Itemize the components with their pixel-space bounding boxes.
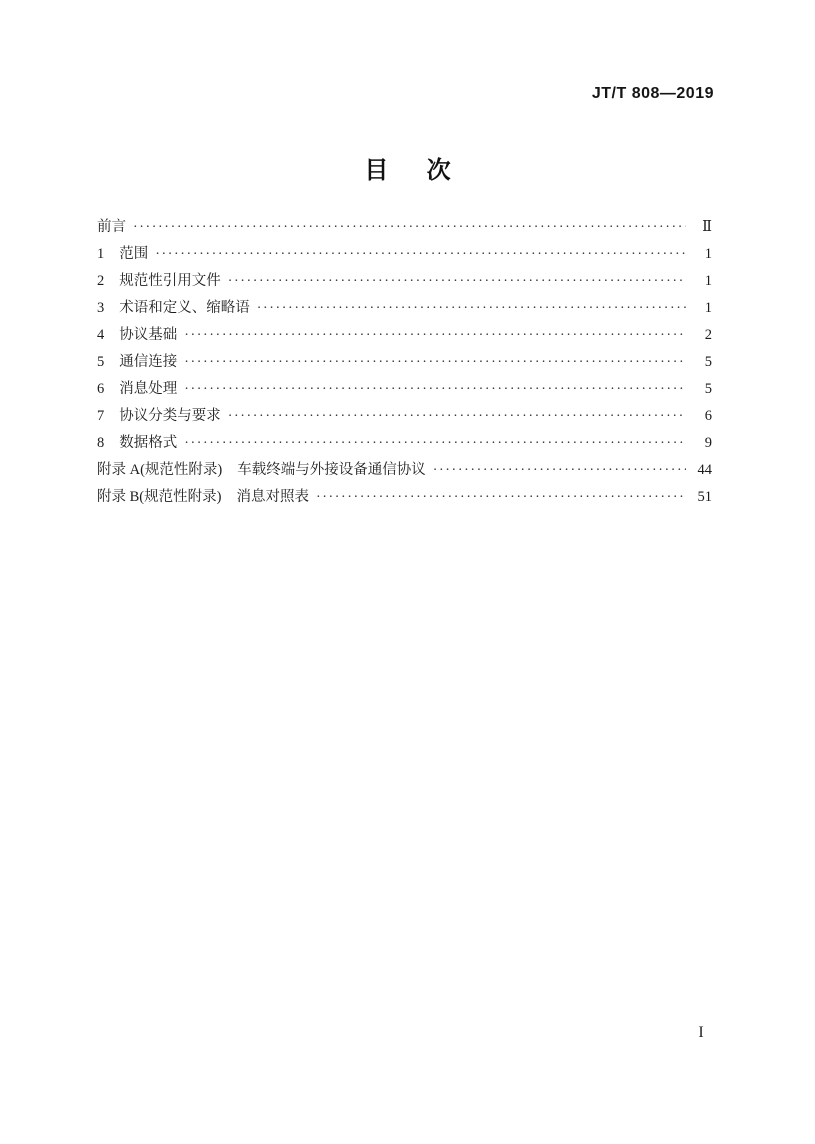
toc-entry-label: 范围 [119, 246, 149, 262]
doc-code: JT/T 808—2019 [591, 85, 714, 102]
toc-entry [97, 403, 712, 430]
dot-leader [228, 268, 686, 295]
toc-entry [97, 376, 712, 403]
toc-entry-label: 协议分类与要求 [119, 408, 221, 424]
toc-entry-label: 协议基础 [119, 327, 178, 343]
dot-leader [228, 403, 686, 430]
dot-leader [433, 457, 686, 484]
toc-entry [97, 430, 712, 457]
dot-leader [184, 322, 686, 349]
toc-entry-label: 消息处理 [119, 381, 178, 397]
toc-entry-prefix: 7 [97, 408, 105, 424]
toc-entry-page: 5 [704, 381, 712, 397]
toc-entry-label: 规范性引用文件 [119, 273, 221, 289]
dot-leader [257, 295, 686, 322]
toc-entry-prefix: 4 [97, 327, 105, 343]
toc-entry-label: 数据格式 [119, 435, 178, 451]
toc-entry-page: 51 [697, 489, 712, 505]
toc-entry [97, 322, 712, 349]
dot-leader [184, 376, 686, 403]
toc-entry-page: 6 [704, 408, 712, 424]
footer-page-number: I [698, 1024, 704, 1041]
toc-entry-prefix: 8 [97, 435, 105, 451]
page-title: 目 次 [364, 156, 451, 184]
toc-entry-label: 车载终端与外接设备通信协议 [237, 462, 426, 478]
dot-leader [184, 430, 686, 457]
toc-entry-page: 9 [704, 435, 712, 451]
toc-entry-page: 5 [704, 354, 712, 370]
toc-entry [97, 268, 712, 295]
toc-entry-prefix: 3 [97, 300, 105, 316]
toc-entry-page: 2 [704, 327, 712, 343]
toc-entry [97, 241, 712, 268]
toc-entry-prefix: 5 [97, 354, 105, 370]
toc-entry-page: 1 [704, 273, 712, 289]
dot-leader [184, 349, 686, 376]
toc-entry-page: Ⅱ [702, 219, 712, 235]
toc-entry-prefix: 附录 A(规范性附录) [97, 462, 223, 478]
toc-entry-prefix: 2 [97, 273, 105, 289]
dot-leader [133, 214, 686, 241]
toc-entry-label: 前言 [97, 219, 126, 235]
toc-entry [97, 484, 712, 511]
toc-entry-label: 通信连接 [119, 354, 178, 370]
toc-entry [97, 349, 712, 376]
toc-entry-prefix: 附录 B(规范性附录) [97, 489, 222, 505]
dot-leader [155, 241, 686, 268]
toc-entry-page: 1 [704, 300, 712, 316]
toc-entry-prefix: 1 [97, 246, 105, 262]
toc-entry-page: 44 [697, 462, 712, 478]
dot-leader [316, 484, 686, 511]
toc-entry-label: 术语和定义、缩略语 [119, 300, 250, 316]
toc-entry-prefix: 6 [97, 381, 105, 397]
toc-entry-page: 1 [704, 246, 712, 262]
toc-entry-label: 消息对照表 [236, 489, 309, 505]
toc-entry [97, 214, 712, 241]
toc-list [97, 214, 712, 511]
toc-entry [97, 295, 712, 322]
toc-entry [97, 457, 712, 484]
